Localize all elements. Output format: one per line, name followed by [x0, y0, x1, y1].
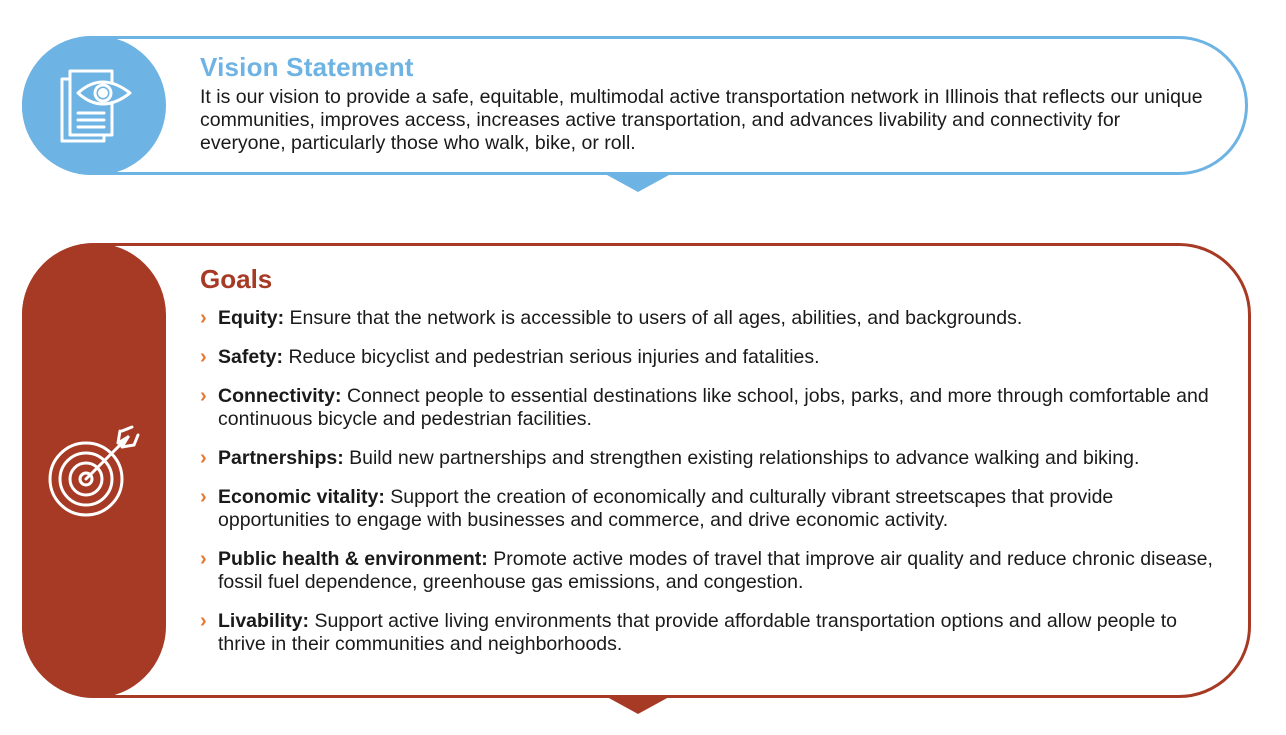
goal-safety — [200, 346, 1225, 369]
goal-text: Support active living environments that provide affordable transportation options and allow people to thrive in their communities and neighborhoods. — [218, 610, 1177, 655]
goal-text: Promote active modes of travel that improve air quality and reduce chronic disease, fossil fuel dependence, greenhouse gas emissions, and congestion. — [218, 548, 1213, 593]
chevron-right-icon: › — [200, 346, 207, 368]
goal-term: Equity: — [218, 307, 285, 329]
vision-icon-block — [22, 36, 166, 175]
goal-term: Connectivity: — [218, 385, 342, 407]
document-eye-icon — [54, 67, 134, 145]
goal-text: Reduce bicyclist and pedestrian serious injuries and fatalities. — [288, 346, 820, 368]
goal-partnerships — [200, 447, 1225, 470]
chevron-right-icon: › — [200, 610, 207, 632]
goal-connectivity — [200, 385, 1225, 431]
goals-icon-block — [22, 243, 166, 698]
chevron-right-icon: › — [200, 548, 207, 570]
chevron-right-icon: › — [200, 385, 207, 407]
goal-text: Build new partnerships and strengthen existing relationships to advance walking and biking. — [349, 447, 1140, 469]
goal-economic-vitality — [200, 486, 1225, 532]
target-arrow-icon — [48, 425, 140, 517]
goal-term: Public health & environment: — [218, 548, 488, 570]
goal-term: Safety: — [218, 346, 284, 368]
goal-term: Partnerships: — [218, 447, 344, 469]
goals-pointer — [607, 697, 669, 714]
goal-text: Connect people to essential destinations like school, jobs, parks, and more through comfortable and continuous bicycle and pedestrian facilities. — [218, 385, 1209, 430]
goal-text: Ensure that the network is accessible to users of all ages, abilities, and backgrounds. — [289, 307, 1023, 329]
goal-public-health — [200, 548, 1225, 594]
goal-equity — [200, 307, 1225, 330]
goals-title: Goals — [200, 264, 273, 294]
goal-livability — [200, 610, 1225, 656]
vision-pointer — [607, 175, 669, 192]
vision-text: It is our vision to provide a safe, equitable, multimodal active transportation network in Illinois that reflects our unique communities, improves access, increases active transportation, and advances livability and connectivity for everyone, particularly those who walk, bike, or roll. — [200, 86, 1203, 154]
goal-term: Economic vitality: — [218, 486, 385, 508]
chevron-right-icon: › — [200, 486, 207, 508]
chevron-right-icon: › — [200, 307, 207, 329]
chevron-right-icon: › — [200, 447, 207, 469]
goal-text: Support the creation of economically and culturally vibrant streetscapes that provide opportunities to engage with businesses and commerce, and drive economic activity. — [218, 486, 1114, 531]
goals-list — [200, 307, 1225, 672]
goal-term: Livability: — [218, 610, 310, 632]
vision-title: Vision Statement — [200, 52, 414, 82]
